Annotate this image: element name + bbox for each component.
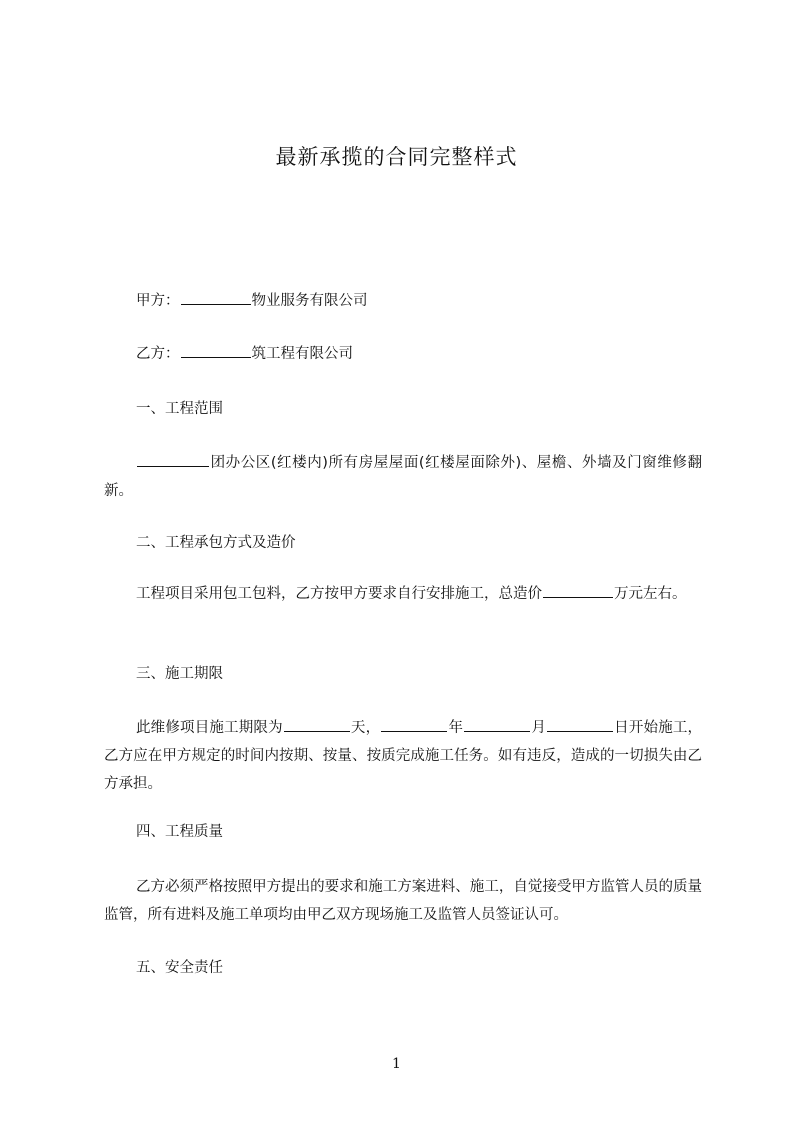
page-number: 1 [392,1056,401,1072]
section-1-text: 团办公区(红楼内)所有房屋屋面(红楼屋面除外)、屋檐、外墙及门窗维修翻新。 [104,455,702,499]
document-title: 最新承揽的合同完整样式 [275,145,518,169]
start-year-blank[interactable] [381,717,447,732]
section-2-heading: 二、工程承包方式及造价 [136,535,296,551]
section-3-heading: 三、施工期限 [136,666,223,682]
party-a-blank[interactable] [181,290,251,305]
start-day-blank[interactable] [547,717,613,732]
party-b-label: 乙方： [136,346,180,362]
section-1-body [104,449,702,505]
section-4-heading: 四、工程质量 [136,824,223,840]
section-2-text-end: 万元左右。 [614,586,687,602]
section-2-body [104,580,702,608]
section-5-heading: 五、安全责任 [136,960,223,976]
section-4-body: 乙方必须严格按照甲方提出的要求和施工方案进料、施工，自觉接受甲方监管人员的质量监管，所有进料及施工单项均由甲乙双方现场施工及监管人员签证认可。 [104,879,702,923]
party-a-name: 物业服务有限公司 [251,293,368,309]
section-1-heading: 一、工程范围 [136,401,223,417]
party-b-blank[interactable] [181,343,251,358]
section-3-text-3: 年 [448,720,464,736]
section-2-text-start: 工程项目采用包工包料，乙方按甲方要求自行安排施工，总造价 [136,586,542,602]
party-b-line [136,341,353,367]
start-month-blank[interactable] [464,717,530,732]
duration-days-blank[interactable] [284,717,350,732]
section-3-body [104,714,702,798]
section-3-text-1: 此维修项目施工期限为 [136,720,283,736]
section-1-blank[interactable] [137,452,209,467]
total-price-blank[interactable] [543,583,613,598]
section-3-text-2: 天， [350,720,381,736]
party-a-label: 甲方： [136,293,180,309]
section-3-text-4: 月 [531,720,546,736]
party-b-name: 筑工程有限公司 [251,346,353,362]
party-a-line [136,288,368,314]
section-3-text-5: 日开始施工，乙方应在甲方规定的时间内按期、按量、按质完成施工任务。如有违反，造成的一切损失由乙方承担。 [104,720,703,792]
